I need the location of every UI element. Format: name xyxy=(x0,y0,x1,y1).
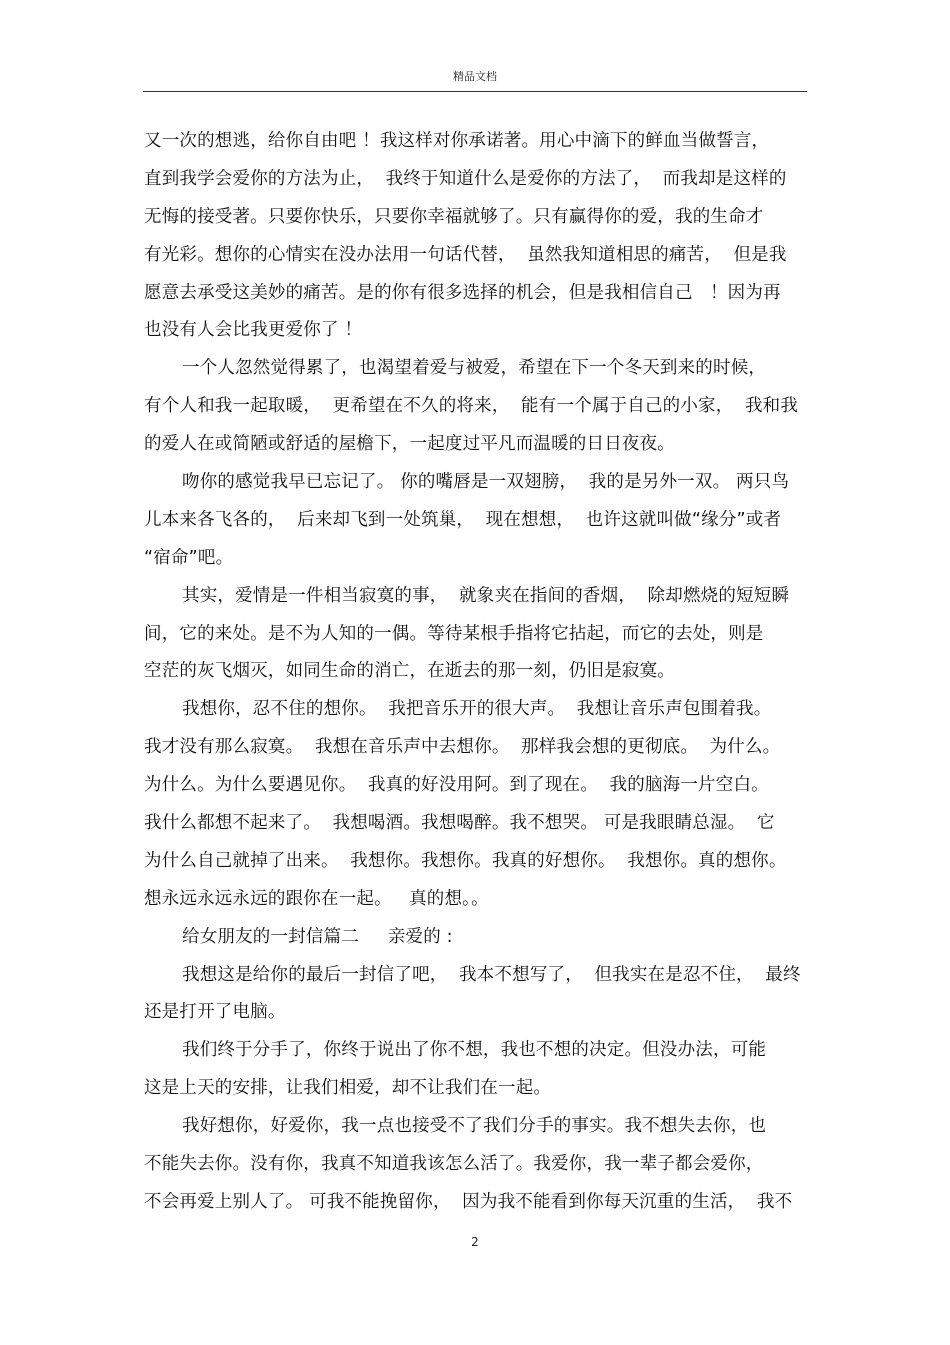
document-body xyxy=(144,123,808,1222)
text-line: 这是上天的安排，让我们相爱，却不让我们在一起。 xyxy=(144,1078,552,1099)
text-line: 空茫的灰飞烟灭，如同生命的消亡，在逝去的那一刻，仍旧是寂寞。 xyxy=(144,661,675,682)
text-line: 我好想你，好爱你，我一点也接受不了我们分手的事实。我不想失去你，也 xyxy=(182,1116,767,1137)
page-header-title: 精品文档 xyxy=(453,70,497,83)
text-line: 为什么自己就掉了出来。 我想你。我想你。我真的好想你。 我想你。真的想你。 xyxy=(144,850,787,871)
text-line: 其实，爱情是一件相当寂寞的事， 就象夹在指间的香烟， 除却燃烧的短短瞬 xyxy=(182,585,790,606)
text-line: 直到我学会爱你的方法为止， 我终于知道什么是爱你的方法了， 而我却是这样的 xyxy=(144,168,787,189)
text-line: 我什么都想不起来了。 我想喝酒。我想喝醉。我不想哭。 可是我眼睛总湿。 它 xyxy=(144,813,775,834)
text-line: 我们终于分手了，你终于说出了你不想，我也不想的决定。但没办法，可能 xyxy=(182,1040,767,1061)
page-number: 2 xyxy=(471,1235,479,1249)
text-line: 为什么。为什么要遇见你。 我真的好没用阿。到了现在。 我的脑海一片空白。 xyxy=(144,775,769,796)
text-line: 我想你，忍不住的想你。 我把音乐开的很大声。 我想让音乐声包围着我。 xyxy=(182,699,772,720)
text-line: 我才没有那么寂寞。 我想在音乐声中去想你。 那样我会想的更彻底。 为什么。 xyxy=(144,737,781,758)
text-line: 的爱人在或简陋或舒适的屋檐下，一起度过平凡而温暖的日日夜夜。 xyxy=(144,434,675,455)
text-line: 我想这是给你的最后一封信了吧， 我本不想写了， 但我实在是忍不住， 最终 xyxy=(182,964,801,985)
text-line: 吻你的感觉我早已忘记了。 你的嘴唇是一双翅膀， 我的是另外一双。 两只鸟 xyxy=(182,472,790,493)
text-line: 愿意去承受这美妙的痛苦。是的你有很多选择的机会，但是我相信自己 ！因为再 xyxy=(144,282,781,303)
text-line: 给女朋友的一封信篇二 亲爱的 : xyxy=(182,926,453,947)
text-line: 有光彩。想你的心情实在没办法用一句话代替， 虽然我知道相思的痛苦， 但是我 xyxy=(144,244,787,265)
text-line: 还是打开了电脑。 xyxy=(144,1002,286,1023)
text-line: 儿本来各飞各的， 后来却飞到一处筑巢， 现在想想， 也许这就叫做“缘分”或者 xyxy=(144,509,782,530)
text-line: 想永远永远永远的跟你在一起。 真的想。。 xyxy=(144,888,489,909)
text-line: 又一次的想逃，给你自由吧 ！我这样对你承诺著。用心中滴下的鲜血当做誓言， xyxy=(144,131,770,151)
header-divider xyxy=(143,91,807,92)
text-line: 间，它的来处。是不为人知的一偶。等待某根手指将它拈起，而它的去处，则是 xyxy=(144,623,764,644)
text-line: 有个人和我一起取暖， 更希望在不久的将来， 能有一个属于自己的小家， 我和我 xyxy=(144,396,799,417)
text-line: 无悔的接受著。只要你快乐，只要你幸福就够了。只有赢得你的爱，我的生命才 xyxy=(144,206,764,227)
text-line: 也没有人会比我更爱你了 ！ xyxy=(144,320,363,341)
text-line: “宿命”吧。 xyxy=(144,547,234,568)
text-line: 不能失去你。没有你，我真不知道我该怎么活了。我爱你，我一辈子都会爱你， xyxy=(144,1154,764,1175)
text-line: 一个人忽然觉得累了，也渴望着爱与被爱，希望在下一个冬天到来的时候， xyxy=(182,358,767,379)
text-line: 不会再爱上别人了。 可我不能挽留你， 因为我不能看到你每天沉重的生活， 我不 xyxy=(144,1191,793,1212)
